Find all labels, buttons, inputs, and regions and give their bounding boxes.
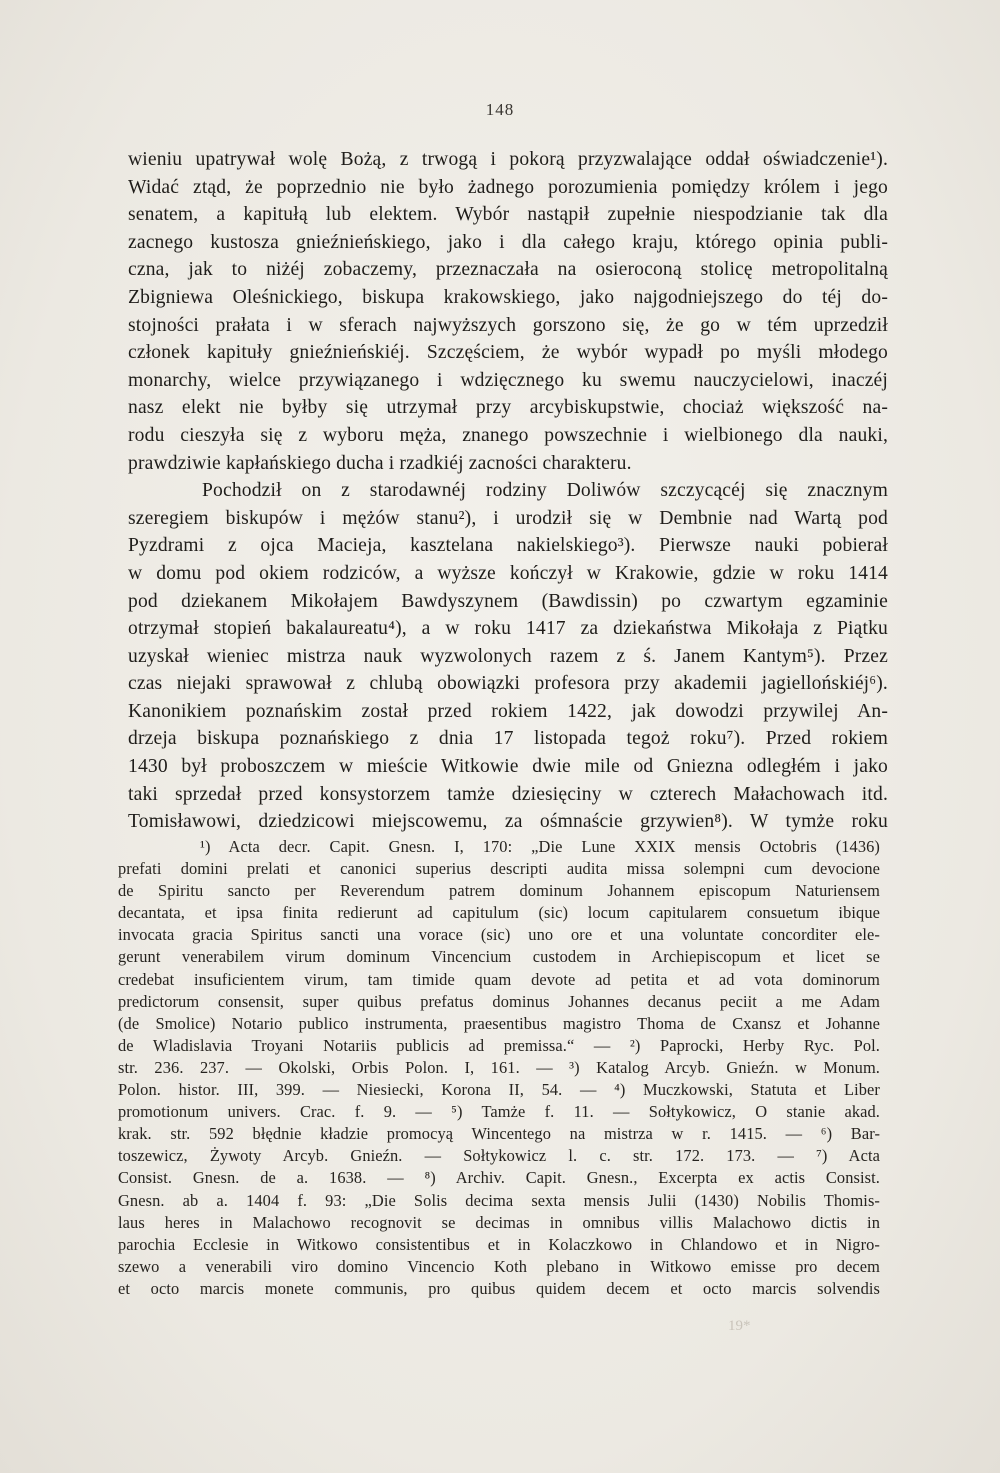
body-line: członek kapituły gnieźnieńskiéj. Szczęściem, że wybór wypadł po myśli młodego: [128, 342, 888, 364]
body-line: monarchy, wielce przywiązanego i wdzięcznego ku swemu nauczycielowi, inaczéj: [128, 369, 888, 391]
footnote-line: de Spiritu sancto per Reverendum patrem dominum Johannem episcopum Naturiensem: [118, 881, 880, 901]
body-line: stojności prałata i w sferach najwyższych gorszono się, że go w tém uprzedził: [128, 314, 888, 336]
body-line: senatem, a kapitułą lub elektem. Wybór nastąpił zupełnie niespodzianie tak dla: [128, 204, 888, 226]
body-line: Kanonikiem poznańskim został przed rokiem 1422, jak dowodzi przywilej An-: [128, 700, 888, 722]
main-text: [128, 146, 888, 836]
body-line: Pyzdrami z ojca Macieja, kasztelana nakielskiego³). Pierwsze nauki pobierał: [128, 535, 888, 557]
footnote-line: decantata, et ipsa finita redierunt ad capitulum (sic) locum capitularem consuetum ibique: [118, 903, 880, 923]
footnote-line: (de Smolice) Notario publico instrumenta, praesentibus magistro Thoma de Cxansz et Johanne: [118, 1013, 880, 1033]
sheet-signature-mark: 19*: [728, 1318, 751, 1334]
footnote-line: Consist. Gnesn. de a. 1638. — ⁸) Archiv. Capit. Gnesn., Excerpta ex actis Consist.: [118, 1168, 880, 1188]
body-line: Zbigniewa Oleśnickiego, biskupa krakowskiego, jako najgodniejszego do téj do-: [128, 286, 888, 308]
footnote-line: toszewicz, Żywoty Arcyb. Gnieźn. — Sołtykowicz l. c. str. 172. 173. — ⁷) Acta: [118, 1146, 880, 1166]
footnote-line: gerunt venerabilem virum dominum Vincencium custodem in Archiepiscopum et licet se: [118, 947, 880, 967]
body-line: Widać ztąd, że poprzednio nie było żadnego porozumienia pomiędzy królem i jego: [128, 176, 888, 198]
footnote-line: Polon. histor. III, 399. — Niesiecki, Korona II, 54. — ⁴) Muczkowski, Statuta et Liber: [118, 1080, 880, 1100]
body-line: Tomisławowi, dziedzicowi miejscowemu, za ośmnaście grzywien⁸). W tymże roku: [128, 811, 888, 833]
body-line: Pochodził on z starodawnéj rodziny Doliwów szczycącéj się znacznym: [202, 480, 888, 502]
body-line: drzeja biskupa poznańskiego z dnia 17 listopada tegoż roku⁷). Przed rokiem: [128, 728, 888, 750]
footnote-line: laus heres in Malachowo recognovit se decimas in omnibus villis Malachowo dictis in: [118, 1212, 880, 1232]
footnote-line: Gnesn. ab a. 1404 f. 93: „Die Solis decima sexta mensis Julii (1430) Nobilis Thomis-: [118, 1190, 880, 1210]
body-line: zacnego kustosza gnieźnieńskiego, jako i dla całego kraju, którego opinia publi-: [128, 231, 888, 253]
body-line: czna, jak to niżéj zobaczemy, przeznaczała na osieroconą stolicę metropolitalną: [128, 259, 888, 281]
body-line: rodu cieszyła się z wyboru męża, znanego powszechnie i wielbionego dla nauki,: [128, 424, 888, 446]
body-line: uzyskał wieniec mistrza nauk wyzwolonych razem z ś. Janem Kantym⁵). Przez: [128, 645, 888, 667]
page-number: 148: [485, 100, 515, 119]
body-line: w domu pod okiem rodziców, a wyższe kończył w Krakowie, gdzie w roku 1414: [128, 562, 888, 584]
footnote-line: de Wladislavia Troyani Notariis publicis ad premissa.“ — ²) Paprocki, Herby Ryc. Pol.: [118, 1035, 880, 1055]
footnote-line: et octo marcis monete communis, pro quibus quidem decem et octo marcis solvendis: [118, 1278, 880, 1298]
body-line: szeregiem biskupów i mężów stanu²), i urodził się w Dembnie nad Wartą pod: [128, 507, 888, 529]
footnotes: [118, 836, 880, 1300]
footnote-line: parochia Ecclesie in Witkowo consistentibus et in Kolaczkowo in Chlandowo et in Nigro-: [118, 1234, 880, 1254]
body-line: pod dziekanem Mikołajem Bawdyszynem (Bawdissin) po czwartym egzaminie: [128, 590, 888, 612]
footnote-line: predictorum consensit, super quibus prefatus dominus Johannes decanus peciit a me Adam: [118, 991, 880, 1011]
body-line: wieniu upatrywał wolę Bożą, z trwogą i pokorą przyzwalające oddał oświadczenie¹).: [128, 149, 888, 170]
body-line: nasz elekt nie byłby się utrzymał przy arcybiskupstwie, chociaż większość na-: [128, 397, 888, 419]
footnote-line: szewo a venerabili viro domino Vincencio Koth plebano in Witkowo emisse pro decem: [118, 1256, 880, 1276]
body-line: czas niejaki sprawował z chlubą obowiązki profesora przy akademii jagiellońskiéj⁶).: [128, 673, 888, 695]
footnote-line: str. 236. 237. — Okolski, Orbis Polon. I, 161. — ³) Katalog Arcyb. Gnieźn. w Monum.: [118, 1057, 880, 1077]
body-line: otrzymał stopień bakalaureatu⁴), a w roku 1417 za dziekaństwa Mikołaja z Piątku: [128, 618, 888, 640]
body-line: taki sprzedał przed konsystorzem tamże dziesięciny w czterech Małachowach itd.: [128, 783, 888, 805]
footnote-line: promotionum univers. Crac. f. 9. — ⁵) Tamże f. 11. — Sołtykowicz, O stanie akad.: [118, 1102, 880, 1122]
footnote-line: ¹) Acta decr. Capit. Gnesn. I, 170: „Die Lune XXIX mensis Octobris (1436): [200, 837, 880, 856]
footnote-line: krak. str. 592 błędnie kładzie promocyą Wincentego na mistrza w r. 1415. — ⁶) Bar-: [118, 1124, 880, 1144]
footnote-line: invocata gracia Spiritus sancti una vorace (sic) uno ore et una voluntate concorditer ele-: [118, 925, 880, 945]
footnote-line: prefati domini prelati et canonici superius descripti audita missa solempni cum devocione: [118, 859, 880, 879]
body-line: prawdziwie kapłańskiego ducha i rzadkiéj zacności charakteru.: [128, 452, 632, 474]
body-line: 1430 był proboszczem w mieście Witkowie dwie mile od Gniezna odległém i jako: [128, 756, 888, 778]
footnote-line: credebat insuficientem virum, tam timide quam devote ad petita et ad vota dominorum: [118, 969, 880, 989]
